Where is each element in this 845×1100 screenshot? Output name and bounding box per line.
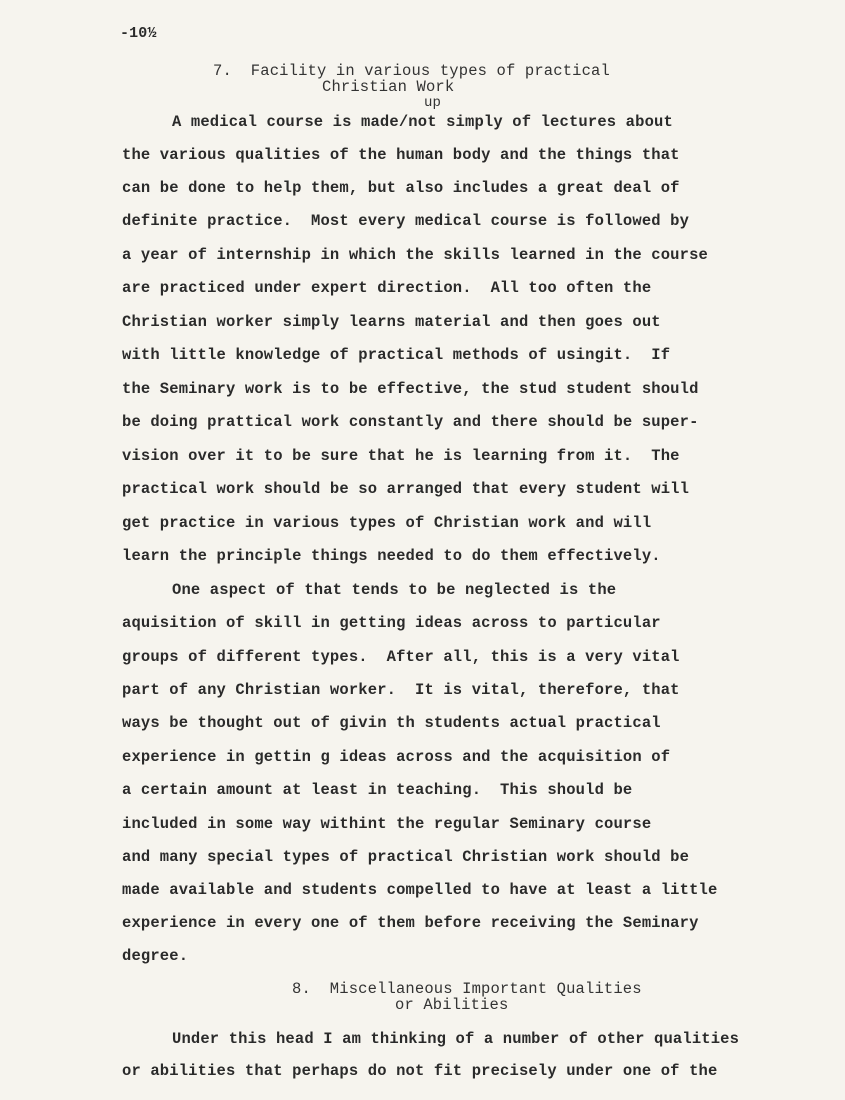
body-line: and many special types of practical Christian work should be xyxy=(122,848,690,866)
body-line: the various qualities of the human body and the things that xyxy=(122,146,680,164)
body-line: get practice in various types of Christian work and will xyxy=(122,514,652,532)
section-7-title-line-1: 7. Facility in various types of practical xyxy=(213,62,610,80)
page-number: -10½ xyxy=(120,25,157,42)
section-8-title-line-2: or Abilities xyxy=(395,996,509,1014)
body-line: experience in every one of them before receiving the Seminary xyxy=(122,914,699,932)
body-line: can be done to help them, but also includes a great deal of xyxy=(122,179,680,197)
body-line: are practiced under expert direction. All too often the xyxy=(122,279,652,297)
section-7-title-line-2: Christian Work xyxy=(322,78,455,96)
body-line: A medical course is made/not simply of lectures about xyxy=(172,113,673,131)
body-line: be doing prattical work constantly and there should be super- xyxy=(122,413,699,431)
body-line: the Seminary work is to be effective, the stud student should xyxy=(122,380,699,398)
body-line: a certain amount at least in teaching. This should be xyxy=(122,781,633,799)
body-line: aquisition of skill in getting ideas across to particular xyxy=(122,614,661,632)
handwritten-insertion: up xyxy=(424,95,442,111)
body-line: vision over it to be sure that he is learning from it. The xyxy=(122,447,680,465)
body-line: or abilities that perhaps do not fit precisely under one of the xyxy=(122,1062,718,1080)
body-line: learn the principle things needed to do them effectively. xyxy=(122,547,661,565)
body-line: ways be thought out of givin th students actual practical xyxy=(122,714,661,732)
body-line: practical work should be so arranged that every student will xyxy=(122,480,690,498)
body-line: Christian worker simply learns material and then goes out xyxy=(122,313,661,331)
body-line: groups of different types. After all, this is a very vital xyxy=(122,648,680,666)
body-line: degree. xyxy=(122,947,189,965)
body-line: definite practice. Most every medical course is followed by xyxy=(122,212,690,230)
body-line: One aspect of that tends to be neglected is the xyxy=(172,581,617,599)
body-line: a year of internship in which the skills learned in the course xyxy=(122,246,708,264)
body-line: Under this head I am thinking of a number of other qualities xyxy=(172,1030,740,1048)
body-line: experience in gettin g ideas across and the acquisition of xyxy=(122,748,671,766)
body-line: made available and students compelled to have at least a little xyxy=(122,881,718,899)
body-line: with little knowledge of practical methods of usingit. If xyxy=(122,346,671,364)
body-line: part of any Christian worker. It is vital, therefore, that xyxy=(122,681,680,699)
section-8-title-line-1: 8. Miscellaneous Important Qualities xyxy=(292,980,642,998)
body-line: included in some way withint the regular Seminary course xyxy=(122,815,652,833)
